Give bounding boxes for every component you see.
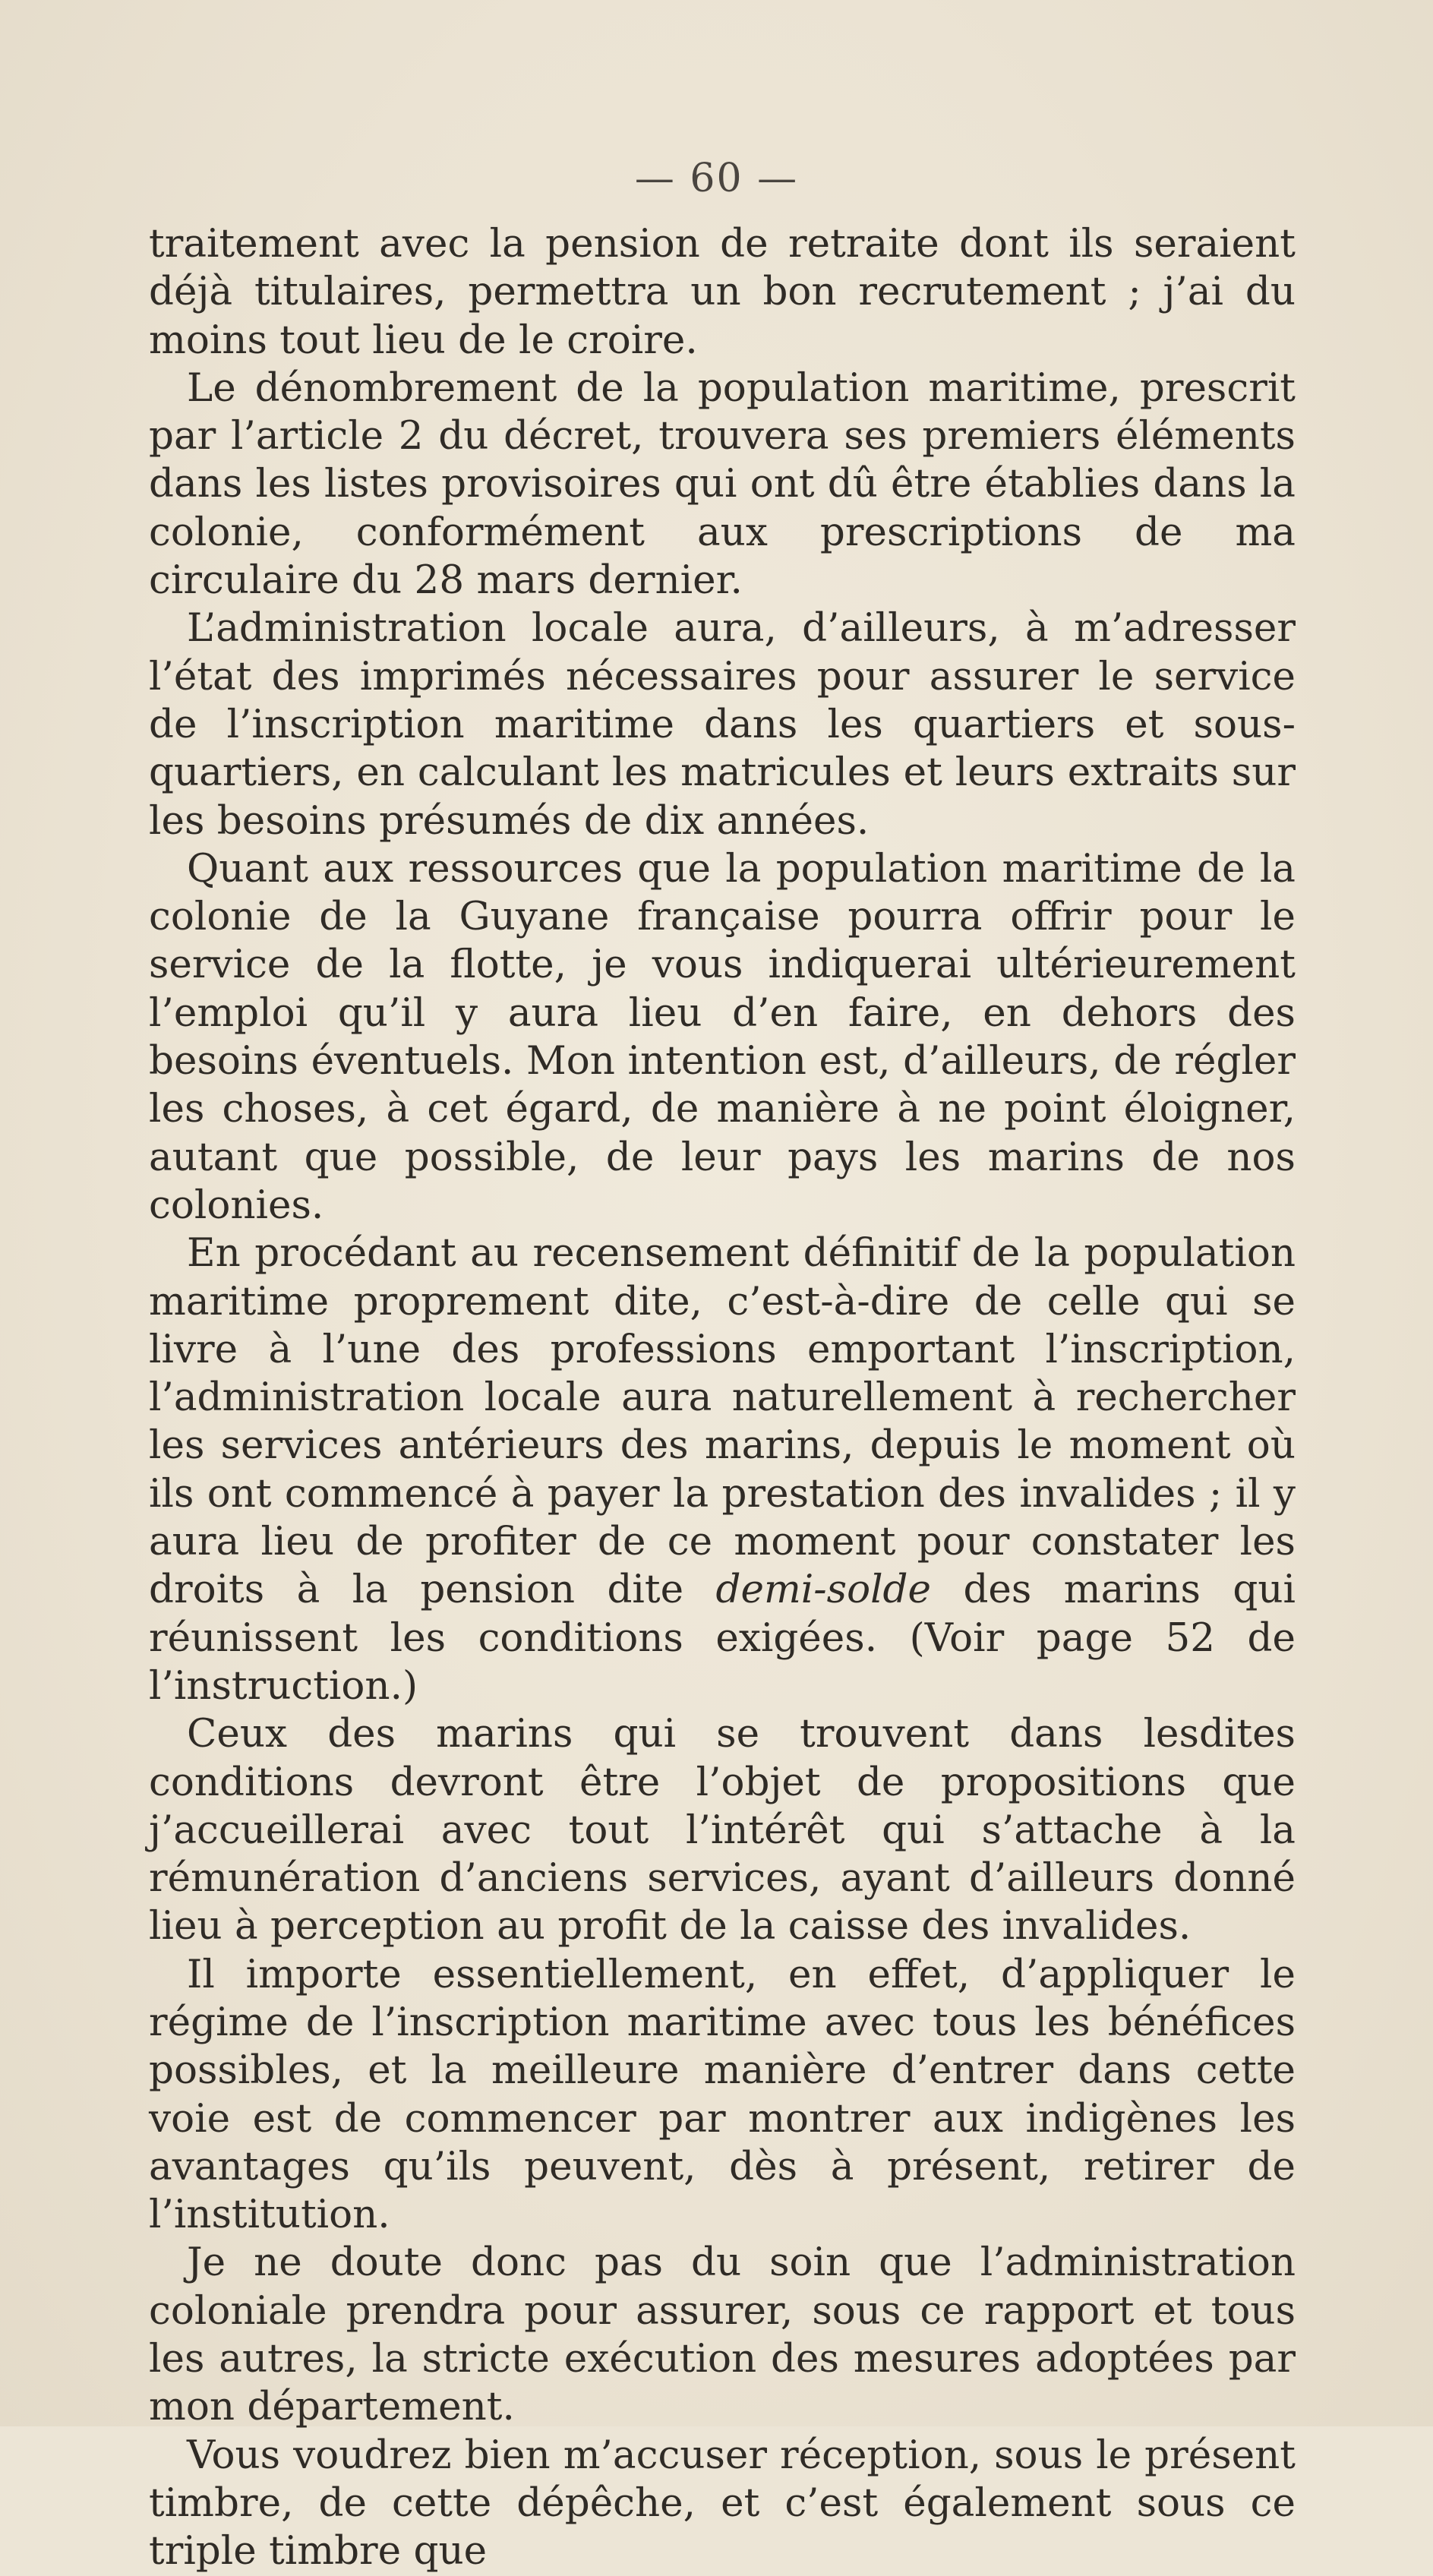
- paragraph-7: Il importe essentiellement, en effet, d’appliquer le régime de l’inscription maritime avec tous les bénéfices possibles, et la meilleure manière d’entrer dans cette voie est de commencer par montrer aux indigènes les avantages qu’ils peuvent, dès à présent, retirer de l’institution.: [149, 1951, 1296, 2238]
- page-body: [149, 220, 1296, 2576]
- paragraph-8: Je ne doute donc pas du soin que l’administration coloniale prendra pour assurer, sous ce rapport et tous les autres, la stricte exécution des mesures adoptées par mon département.: [149, 2240, 1296, 2430]
- italic-term: demi-solde: [715, 1567, 932, 1613]
- paragraph-6: Ceux des marins qui se trouvent dans lesdites conditions devront être l’objet de propositions que j’accueillerai avec tout l’intérêt qui s’attache à la rémunération d’anciens services, ayant d’ailleurs donné lieu à perception au profit de la caisse des invalides.: [149, 1711, 1296, 1949]
- paragraph-1: traitement avec la pension de retraite dont ils seraient déjà titulaires, permettra un bon recrutement ; j’ai du moins tout lieu de le croire.: [149, 221, 1296, 363]
- paragraph-2: Le dénombrement de la population maritime, prescrit par l’article 2 du décret, trouvera ses premiers éléments dans les listes provisoires qui ont dû être établies dans la colonie, conformément aux prescriptions de ma circulaire du 28 mars dernier.: [149, 365, 1296, 604]
- page-number: — 60 —: [634, 156, 799, 201]
- paragraph-5-text-after: des marins qui réunissent les conditions exigées. (Voir page 52 de l’instruction.): [149, 1567, 1296, 1709]
- paragraph-5-text-before: En procédant au recensement définitif de la population maritime proprement dite, c’est-à-dire de celle qui se livre à l’une des professions emportant l’inscription, l’administration locale aura naturellement à rechercher les services antérieurs des marins, depuis le moment où ils ont commencé à payer la prestation des invalides ; il y aura lieu de profiter de ce moment pour constater les droits à la pension dite: [149, 1230, 1296, 1613]
- paragraph-3: L’administration locale aura, d’ailleurs, à m’adresser l’état des imprimés nécessaires pour assurer le service de l’inscription maritime dans les quartiers et sous-quartiers, en calculant les matricules et leurs extraits sur les besoins présumés de dix années.: [149, 605, 1296, 844]
- paragraph-4: Quant aux ressources que la population maritime de la colonie de la Guyane française pourra offrir pour le service de la flotte, je vous indiquerai ultérieurement l’emploi qu’il y aura lieu d’en faire, en dehors des besoins éventuels. Mon intention est, d’ailleurs, de régler les choses, à cet égard, de manière à ne point éloigner, autant que possible, de leur pays les marins de nos colonies.: [149, 845, 1296, 1228]
- paragraph-9: Vous voudrez bien m’accuser réception, sous le présent timbre, de cette dépêche, et c’est également sous ce triple timbre que: [149, 2432, 1296, 2574]
- paragraph-5: [149, 1230, 1296, 1710]
